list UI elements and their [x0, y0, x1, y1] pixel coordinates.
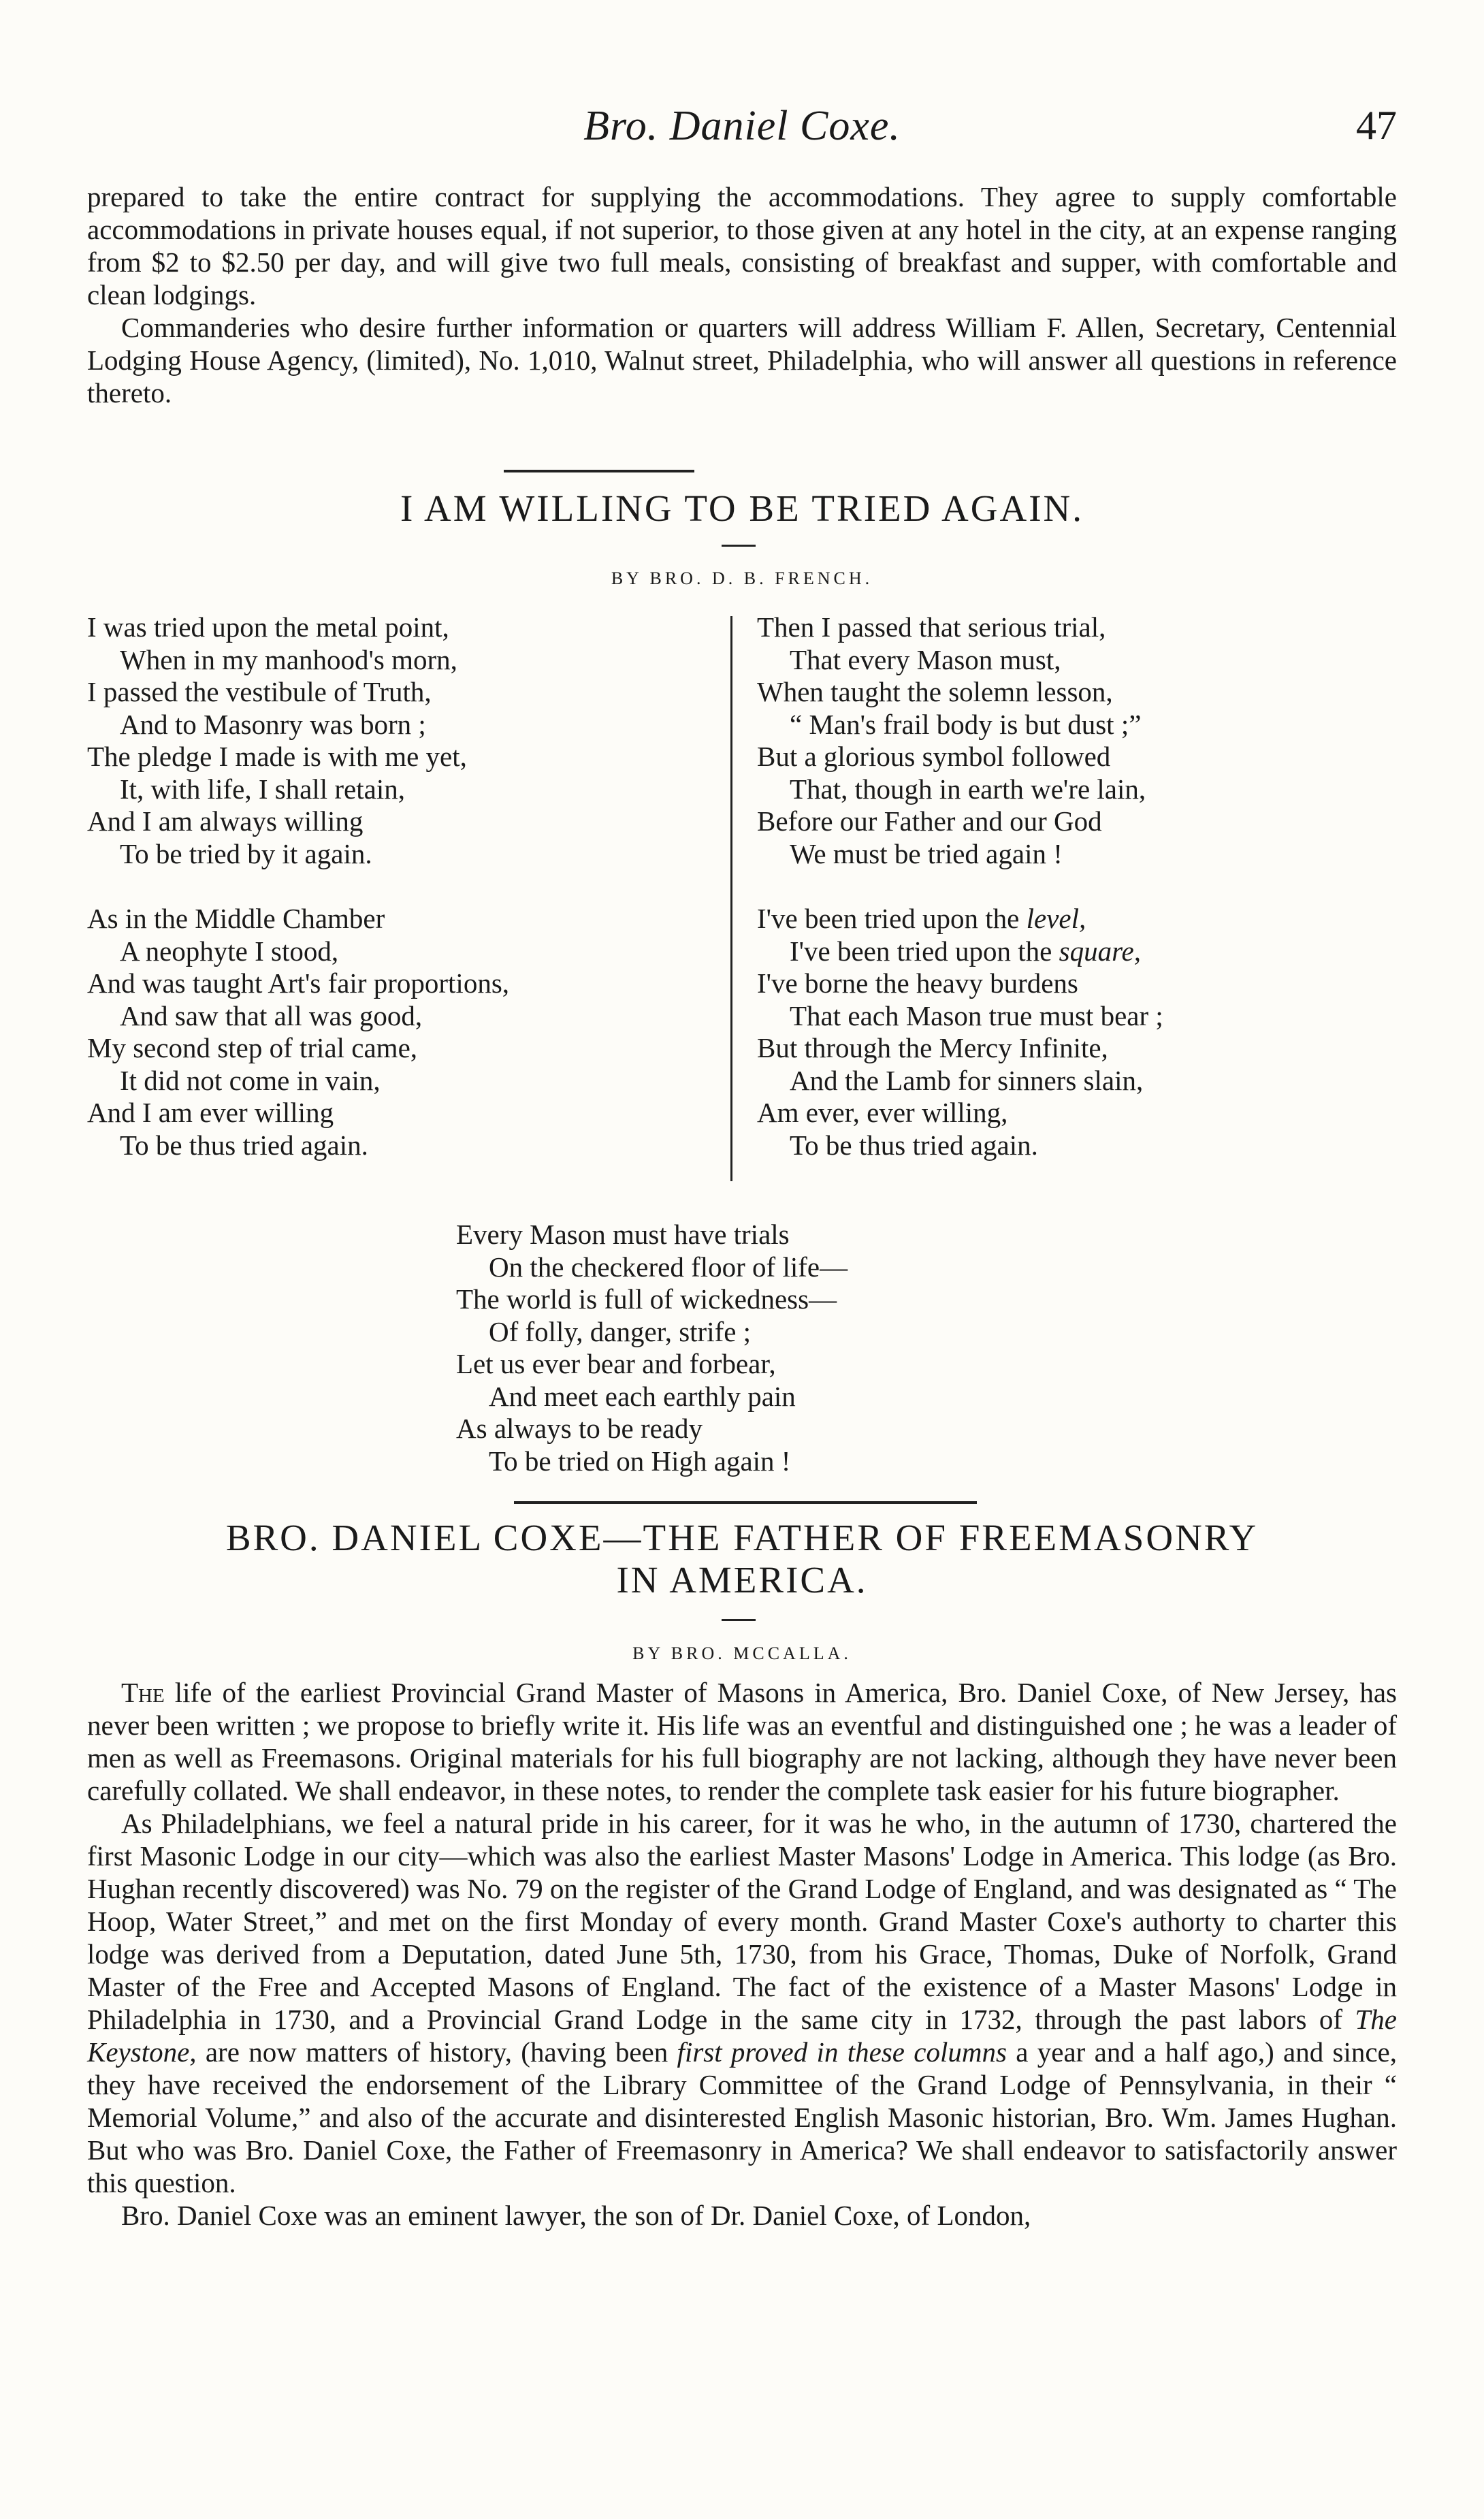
poem-line: Of folly, danger, strife ; — [489, 1315, 752, 1347]
poem-line: Am ever, ever willing, — [757, 1097, 1008, 1128]
line-text: I've been tried upon the — [757, 903, 1027, 934]
running-title: Bro. Daniel Coxe. — [583, 103, 901, 149]
poem-line: And was taught Art's fair proportions, — [87, 967, 510, 999]
poem-line: I passed the vestibule of Truth, — [87, 676, 432, 707]
poem-line: That every Mason must, — [790, 643, 1061, 675]
poem-line: And meet each earthly pain — [489, 1380, 796, 1412]
paragraph-text: As Philadelphians, we feel a natural pride in his career, for it was he who, in the autumn of 1730, chartered the first Masonic Lodge in our city—which was also the earliest Master Masons' Lodge in America. This lodge (as Bro. Hughan recently discovered) was No. 79 on the register of the Grand Lodge of England, and was designated as “ The Hoop, Water Street,” and met on the first Monday of every month. Grand Master Coxe's authorty to charter this lodge was derived from a Deputation, dated June 5th, 1730, from his Grace, Thomas, Duke of Norfolk, Grand Master of the Free and Accepted Masons of England. The fact of the existence of a Master Masons' Lodge in Philadelphia in 1730, and a Provincial Grand Lodge in the same city in 1732, through the past labors of — [87, 1808, 1397, 2035]
paragraph-emphasis: first proved in these columns — [677, 2036, 1007, 2068]
poem-line: But through the Mercy Infinite, — [757, 1032, 1108, 1063]
poem-line: A neophyte I stood, — [120, 935, 339, 967]
paragraph-text: are now matters of history, (having been — [196, 2036, 677, 2068]
poem-line: But a glorious symbol followed — [757, 741, 1111, 772]
line-emphasis: square, — [1059, 935, 1141, 967]
article-title-line-2: IN AMERICA. — [616, 1559, 868, 1601]
line-emphasis: level, — [1026, 903, 1086, 934]
poem-line: It did not come in vain, — [120, 1064, 381, 1096]
poem-line: That each Mason true must bear ; — [790, 999, 1163, 1031]
poem-line: When taught the solemn lesson, — [757, 676, 1113, 707]
poem-stanza-4 — [757, 903, 1163, 1161]
paragraph-text: a year and a half ago,) and since, they have received the endorsement of the Library Committee of the Grand Lodge of Pennsylvania, in their “ Memorial Volume,” and also of the accurate and disinterested English Masonic historian, Bro. Wm. James Hughan. But who was Bro. Daniel Coxe, the Father of Freemasonry in America? We shall endeavor to satisfactorily answer this question. — [87, 2036, 1398, 2198]
poem-stanza-2 — [87, 903, 509, 1161]
poem-line: And to Masonry was born ; — [120, 708, 426, 740]
article-body — [87, 1676, 1397, 2232]
poem-line — [757, 903, 1163, 935]
poem-title: I AM WILLING TO BE TRIED AGAIN. — [400, 487, 1084, 529]
poem-line: The pledge I made is with me yet, — [87, 741, 467, 772]
article-title-line-1: BRO. DANIEL COXE—THE FATHER OF FREEMASONRY — [225, 1517, 1259, 1558]
poem-line: When in my manhood's morn, — [120, 643, 457, 675]
poem-line: And saw that all was good, — [120, 999, 423, 1031]
intro-text — [87, 180, 1397, 409]
article-paragraph-1 — [87, 1676, 1397, 1807]
poem-line: On the checkered floor of life— — [489, 1251, 848, 1283]
poem-line: The world is full of wickedness— — [456, 1283, 837, 1315]
poem-line: As always to be ready — [456, 1413, 703, 1444]
poem-line — [757, 935, 1163, 968]
article-paragraph-3: Bro. Daniel Coxe was an eminent lawyer, the son of Dr. Daniel Coxe, of London, — [121, 2200, 1031, 2231]
poem-line: Then I passed that serious trial, — [757, 611, 1106, 643]
poem-closing-stanza — [456, 1219, 848, 1477]
poem-line: To be tried by it again. — [120, 837, 372, 869]
title-underline — [722, 1619, 756, 1621]
poem-line: It, with life, I shall retain, — [120, 773, 405, 805]
poem-line: And I am ever willing — [87, 1097, 334, 1128]
poem-line: Before our Father and our God — [757, 805, 1102, 837]
poem-left-column — [87, 611, 509, 1194]
title-underline — [722, 545, 756, 547]
poem-line: And I am always willing — [87, 805, 364, 837]
poem-line: I was tried upon the metal point, — [87, 611, 449, 643]
poem-byline: BY BRO. D. B. FRENCH. — [611, 568, 873, 588]
poem-line: And the Lamb for sinners slain, — [790, 1064, 1144, 1096]
page-number: 47 — [1356, 103, 1397, 148]
poem-line: My second step of trial came, — [87, 1032, 418, 1063]
intro-paragraph-1: prepared to take the entire contract for supplying the accommodations. They agree to supply comfortable accommodations in private houses equal, if not superior, to those given at any hotel in the city, at an expense ranging from $2 to $2.50 per day, and will give two full meals, consisting of breakfast and supper, with comfortable and clean lodgings. — [87, 181, 1397, 310]
paragraph-text: life of the earliest Provincial Grand Master of Masons in America, Bro. Daniel Coxe, of New Jersey, has never been written ; we propose to briefly write it. His life was an eventful and distinguished one ; he was a leader of men as well as Freemasons. Original materials for his full biography are not lacking, although they have never been carefully collated. We shall endeavor, in these notes, to render the complete task easier for his future biographer. — [87, 1677, 1397, 1806]
poem-line: That, though in earth we're lain, — [790, 773, 1146, 805]
article-byline: BY BRO. MCCALLA. — [632, 1643, 852, 1663]
poem-line: Every Mason must have trials — [456, 1219, 790, 1250]
drop-word: The — [121, 1677, 165, 1708]
poem-line: To be tried on High again ! — [489, 1445, 791, 1477]
running-head — [87, 102, 1397, 150]
section-divider-rule — [504, 470, 694, 472]
column-divider — [730, 616, 732, 1181]
poem-line: We must be tried again ! — [790, 837, 1063, 869]
article-paragraph-2 — [87, 1807, 1397, 2199]
poem-stanza-1 — [87, 611, 509, 870]
line-text: I've been tried upon the — [790, 935, 1059, 967]
poem-line: To be thus tried again. — [790, 1129, 1038, 1161]
poem-line: To be thus tried again. — [120, 1129, 368, 1161]
poem-stanza-3 — [757, 611, 1163, 870]
intro-paragraph-2: Commanderies who desire further information or quarters will address William F. Allen, Secretary, Centennial Lodging House Agency, (limited), No. 1,010, Walnut street, Philadelphia, who will answer all questions in reference thereto. — [87, 312, 1397, 408]
poem-line: “ Man's frail body is but dust ;” — [790, 708, 1142, 740]
poem-right-column — [757, 611, 1163, 1194]
section-divider-rule — [514, 1501, 977, 1504]
poem-line: I've borne the heavy burdens — [757, 967, 1078, 999]
poem-line: Let us ever bear and forbear, — [456, 1348, 776, 1379]
article-title — [87, 1517, 1397, 1601]
poem-line: As in the Middle Chamber — [87, 903, 385, 934]
paragraph-emphasis: The Keystone, — [87, 2004, 1397, 2068]
